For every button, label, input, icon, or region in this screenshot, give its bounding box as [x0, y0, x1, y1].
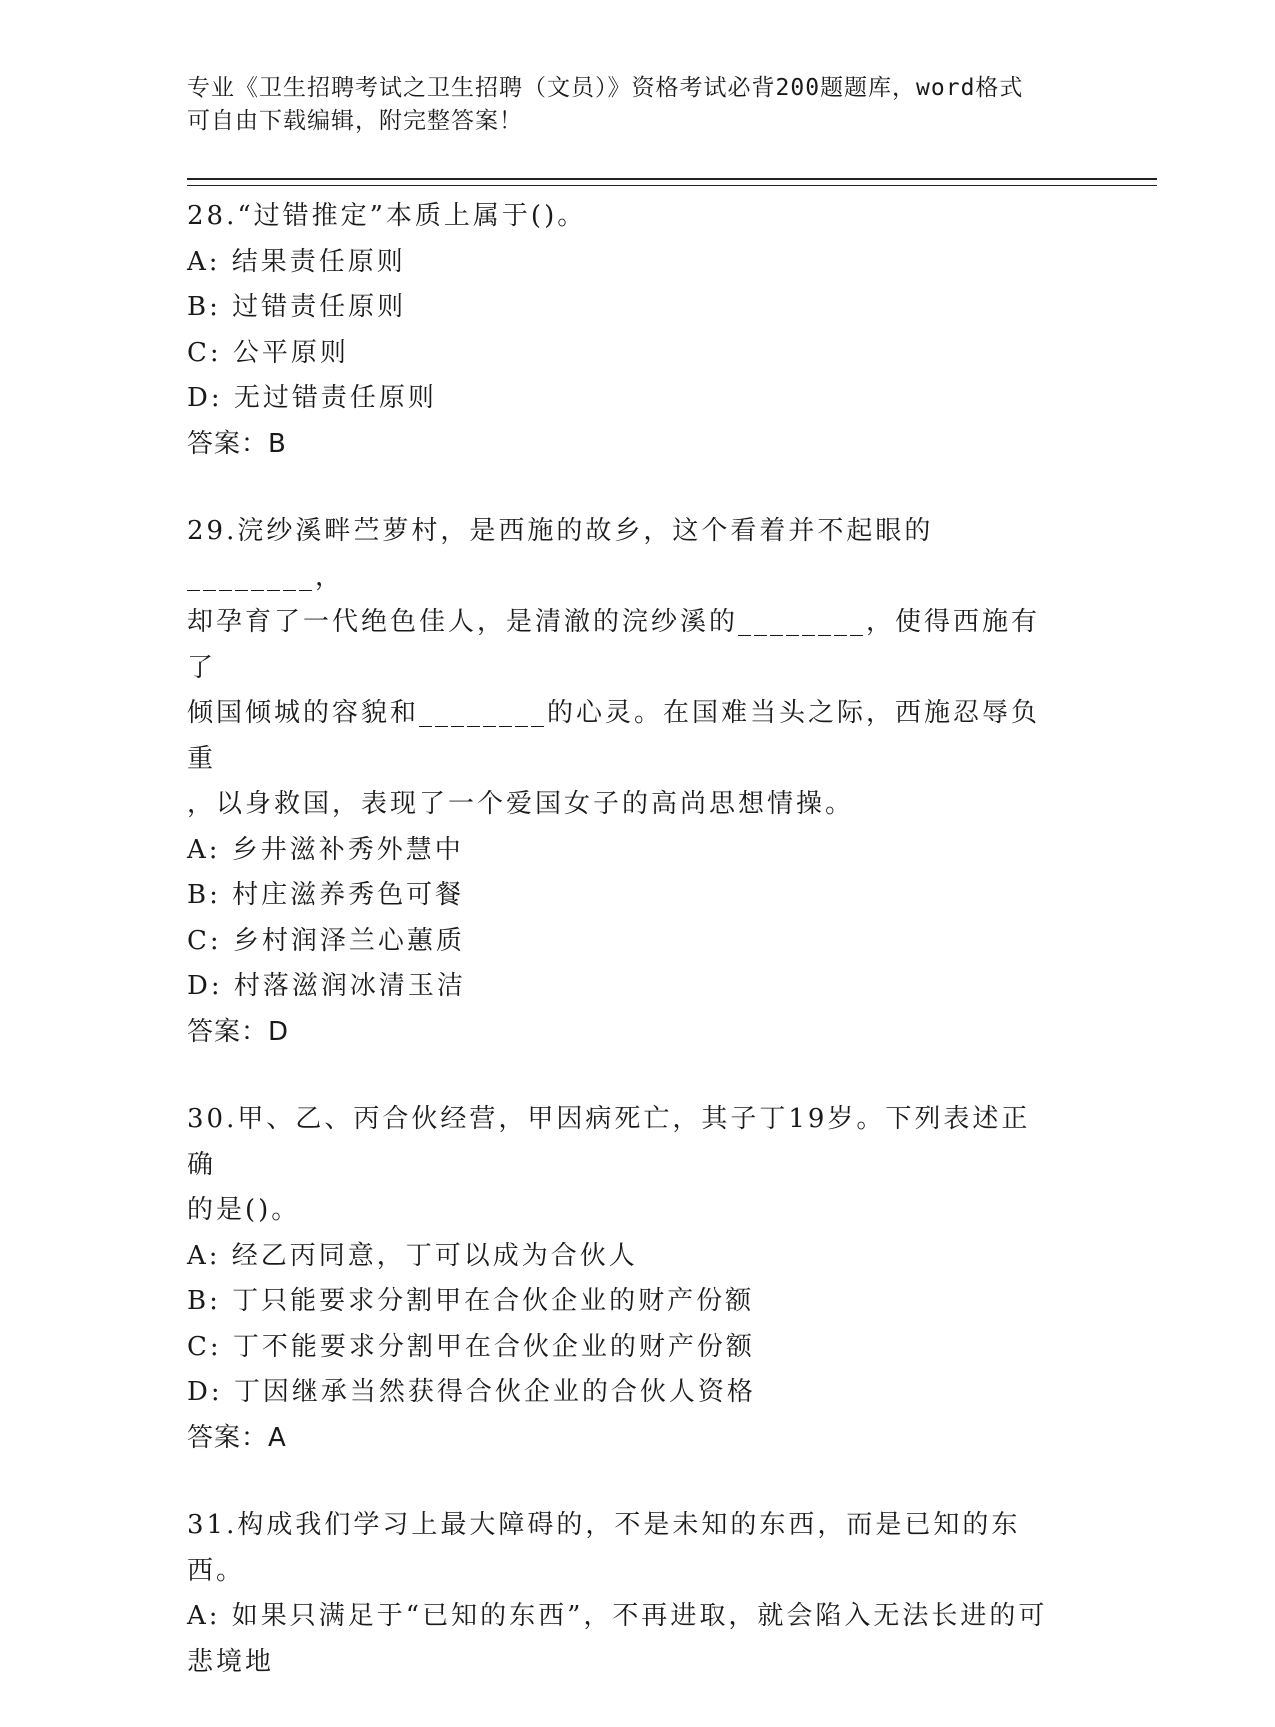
answer-label: 答案：A: [187, 1422, 287, 1453]
option-d: D: 丁因继承当然获得合伙企业的合伙人资格: [187, 1377, 756, 1407]
question-list: [187, 194, 1157, 1685]
question-text: 却孕育了一代绝色佳人，是清澈的浣纱溪的________，使得西施有了: [187, 607, 1041, 683]
option-a: A: 结果责任原则: [187, 246, 406, 277]
header-line: 可自由下载编辑，附完整答案！: [187, 108, 523, 134]
answer-label: 答案：D: [187, 1016, 290, 1047]
question-29: [187, 509, 1157, 1055]
question-text: 28.“过错推定”本质上属于()。: [187, 201, 587, 231]
question-text: 31.构成我们学习上最大障碍的，不是未知的东西，而是已知的东西。: [187, 1510, 1021, 1586]
option-a-continued: 悲境地: [187, 1646, 275, 1677]
option-c: C: 乡村润泽兰心蕙质: [187, 925, 465, 956]
option-c: C: 丁不能要求分割甲在合伙企业的财产份额: [187, 1331, 755, 1362]
option-b: B: 村庄滋养秀色可餐: [187, 880, 465, 910]
header-divider: [187, 178, 1157, 186]
option-a: A: 乡井滋补秀外慧中: [187, 834, 464, 865]
question-text: 的是()。: [187, 1195, 301, 1225]
question-text: ，以身救国，表现了一个爱国女子的高尚思想情操。: [187, 789, 855, 819]
document-header: [187, 72, 1077, 138]
option-b: B: 过错责任原则: [187, 292, 407, 322]
header-line: 专业《卫生招聘考试之卫生招聘（文员）》资格考试必背200题题库，word格式: [187, 75, 1024, 101]
option-b: B: 丁只能要求分割甲在合伙企业的财产份额: [187, 1286, 755, 1316]
option-c: C: 公平原则: [187, 337, 349, 368]
question-31: [187, 1503, 1157, 1685]
question-30: [187, 1097, 1157, 1461]
option-a: A: 经乙丙同意，丁可以成为合伙人: [187, 1240, 638, 1271]
question-text: 30.甲、乙、丙合伙经营，甲因病死亡，其子丁19岁。下列表述正确: [187, 1104, 1031, 1180]
question-text: 倾国倾城的容貌和________的心灵。在国难当头之际，西施忍辱负重: [187, 698, 1041, 774]
answer-label: 答案：B: [187, 428, 287, 459]
option-d: D: 无过错责任原则: [187, 383, 437, 413]
option-a: A: 如果只满足于“已知的东西”，不再进取，就会陷入无法长进的可: [187, 1601, 1048, 1631]
document-page: [187, 72, 1157, 1727]
option-d: D: 村落滋润冰清玉洁: [187, 971, 466, 1001]
question-28: [187, 194, 1157, 467]
question-text: 29.浣纱溪畔苎萝村，是西施的故乡，这个看着并不起眼的________，: [187, 516, 934, 592]
